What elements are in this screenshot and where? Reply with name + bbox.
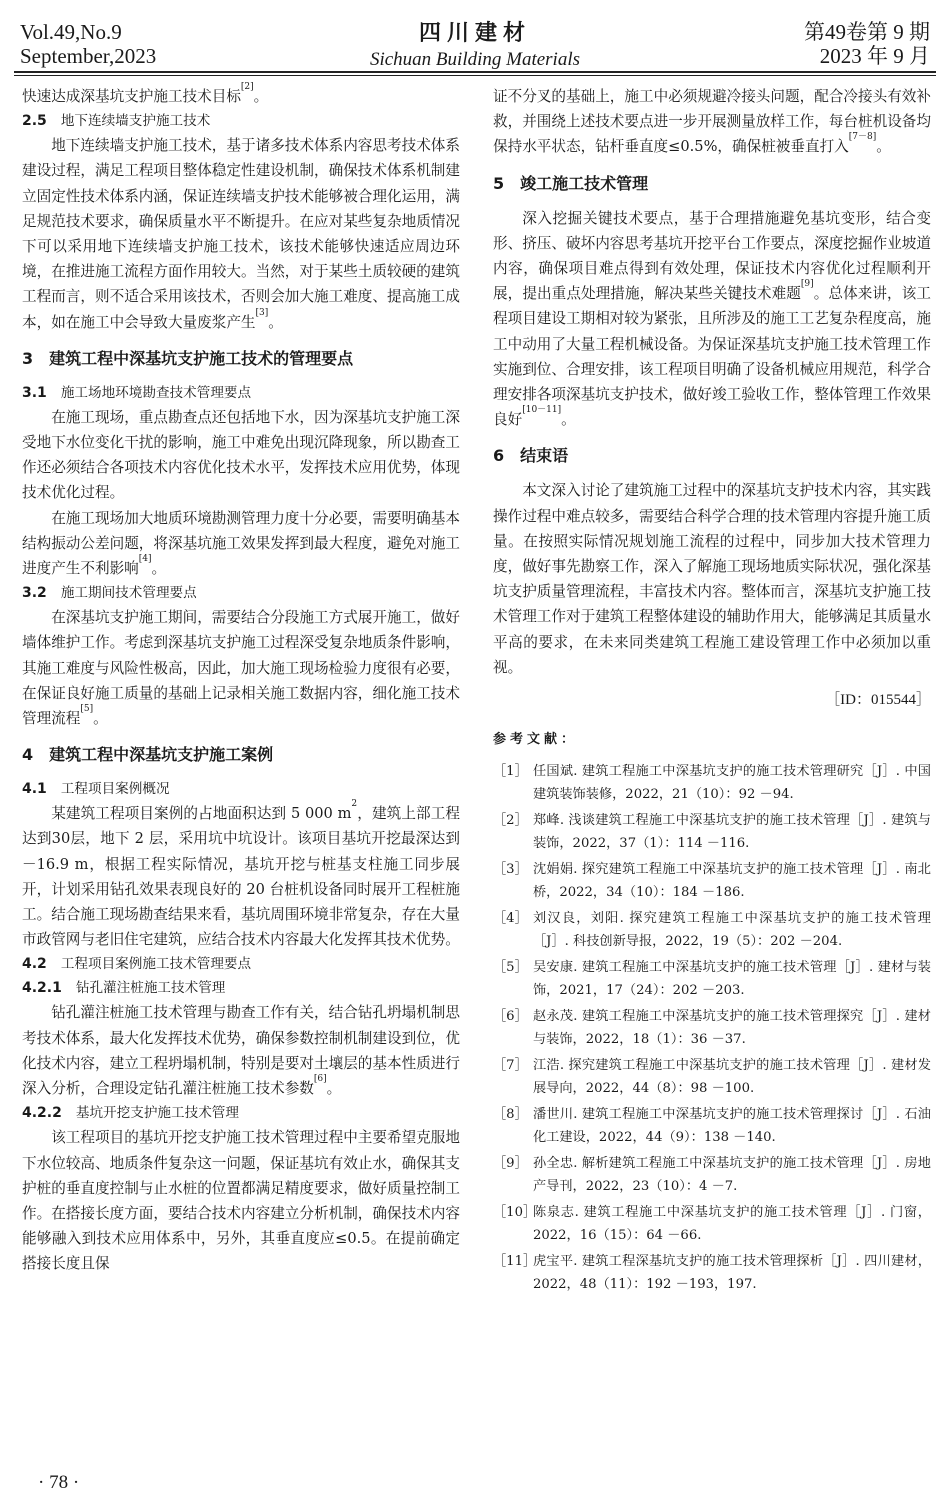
reference-number: ［2］ bbox=[493, 813, 528, 829]
section-3-1-heading: 3.1 施工场地环境勘查技术管理要点 bbox=[22, 384, 252, 401]
header-rule-thin bbox=[14, 75, 936, 76]
volume-info: Vol.49,No.9 bbox=[20, 20, 122, 44]
section-4-heading: 4 建筑工程中深基坑支护施工案例 bbox=[22, 745, 274, 765]
header-right bbox=[804, 20, 930, 68]
issue-date-en: September,2023 bbox=[20, 44, 157, 68]
reference-number: ［7］ bbox=[493, 1058, 528, 1074]
reference-item bbox=[493, 809, 931, 855]
section-2-5-heading: 2.5 地下连续墙支护施工技术 bbox=[22, 113, 211, 130]
paragraph: 该工程项目的基坑开挖支护施工技术管理过程中主要希望克服地下水位较高、地质条件复杂这一问题，保证基坑有效止水，确保其支护桩的垂直度控制与止水桩的位置都满足精度要求，做好质量控制工作。在搭接长度方面，要结合技术内容建立分析机制，确保技术内容能够融入到技术应用体系中，另外，其垂直度应≤0.5。在提前确定搭接长度且保 bbox=[22, 1129, 460, 1273]
reference-text: 任国斌. 建筑工程施工中深基坑支护的施工技术管理研究［J］. 中国建筑装饰装修，2022，21（10）：92 －94. bbox=[533, 764, 931, 803]
section-6-heading: 6 结束语 bbox=[493, 446, 569, 466]
paragraph: 在施工现场，重点勘查点还包括地下水，因为深基坑支护施工深受地下水位变化干扰的影响，施工中难免出现沉降现象，所以勘查工作还必须结合各项技术内容优化技术水平，发挥技术应用优势，体现技术优化过程。 bbox=[22, 408, 460, 502]
reference-item bbox=[493, 956, 931, 1002]
reference-number: ［9］ bbox=[493, 1156, 528, 1172]
reference-number: ［5］ bbox=[493, 960, 528, 976]
paragraph: 本文深入讨论了建筑施工过程中的深基坑支护技术内容，其实践操作过程中难点较多，需要结合科学合理的技术管理内容提升施工质量。在按照实际情况规划施工流程的过程中，同步加大技术管理力度，做好事先勘察工作，深入了解施工现场地质实际状况，强化深基坑支护质量管理流程，丰富技术内容。整体而言，深基坑支护施工技术管理工作对于建筑工程整体建设的辅助作用大，能够满足其质量水平高的要求，在未来同类建筑工程施工建设管理工作中必须加以重视。 bbox=[493, 482, 931, 676]
references-list bbox=[493, 760, 931, 1296]
citation[interactable]: [3] bbox=[255, 307, 269, 318]
reference-number: ［1］ bbox=[493, 764, 528, 780]
reference-item bbox=[493, 1103, 931, 1149]
paragraph: 某建筑工程项目案例的占地面积达到 5 000 $m^2$，建筑上部工程达到30层，地下 2 层，采用坑中坑设计。该项目基坑开挖最深达到 －16.9 m，根据工程实际情况，基坑开挖与桩基支柱施工同步展开，计划采用钻孔效果表现良好的 20 台桩机设备同时展开工程桩施工。结合施工现场勘查结果来看，基坑周围环境非常复杂，存在大量市政管网与老旧住宅建筑，应结合技术内容最大化发挥其技术优势。 bbox=[22, 799, 460, 949]
page-header bbox=[14, 6, 936, 68]
reference-text: 沈娟娟. 探究建筑工程施工中深基坑支护的施工技术管理［J］. 南北桥，2022，34（10）：184 －186. bbox=[533, 862, 931, 901]
journal-name-en: Sichuan Building Materials bbox=[369, 49, 581, 70]
reference-text: 郑峰. 浅谈建筑工程施工中深基坑支护的施工技术管理［J］. 建筑与装饰，2022，37（1）：114 －116. bbox=[533, 813, 931, 852]
section-3-2-heading: 3.2 施工期间技术管理要点 bbox=[22, 585, 197, 602]
section-4-2-2-heading: 4.2.2 基坑开挖支护施工技术管理 bbox=[22, 1105, 239, 1122]
paragraph: 证不分叉的基础上，施工中必须规避冷接头问题，配合冷接头有效补救，并围绕上述技术要点进一步开展测量放样工作，每台桩机设备均保持水平状态，钻杆垂直度≤0.5%，确保桩被垂直打入[7－8]。 bbox=[493, 88, 931, 156]
section-4-2-1-heading: 4.2.1 钻孔灌注桩施工技术管理 bbox=[22, 980, 226, 997]
citation[interactable]: [10－11] bbox=[522, 405, 562, 416]
volume-info-cn: 第49卷第 9 期 bbox=[804, 20, 930, 44]
reference-item bbox=[493, 907, 931, 953]
paragraph: 地下连续墙支护施工技术，基于诸多技术体系内容思考技术体系建设过程，满足工程项目整体稳定性建设机制，确保技术体系机制建立固定性技术体系内涵，保证连续墙支护技术能够被合理化运用，满足规范技术要求，确保质量水平不断提升。在应对某些复杂地质情况下可以采用地下连续墙支护施工技术，该技术能够快速适应周边环境，在推进施工流程方面作用较大。当然，对于某些土质较硬的建筑工程而言，则不适合采用该技术，否则会加大施工难度、提高施工成本，如在施工中会导致大量废浆产生[3]。 bbox=[22, 137, 460, 331]
header-rule bbox=[14, 71, 936, 73]
section-4-2-heading: 4.2 工程项目案例施工技术管理要点 bbox=[22, 956, 252, 973]
citation[interactable]: [6] bbox=[313, 1074, 327, 1085]
page-number: · 78 · bbox=[38, 1472, 80, 1493]
paragraph: 在施工现场加大地质环境勘测管理力度十分必要，需要明确基本结构振动公差问题，将深基坑施工效果发挥到最大程度，避免对施工进度产生不利影响[4]。 bbox=[22, 509, 460, 578]
citation[interactable]: [4] bbox=[138, 554, 152, 565]
reference-item bbox=[493, 1152, 931, 1198]
reference-item bbox=[493, 1250, 931, 1296]
reference-number: ［10］ bbox=[493, 1205, 537, 1221]
reference-number: ［3］ bbox=[493, 862, 528, 878]
issue-date-cn: 2023 年 9 月 bbox=[819, 44, 930, 68]
section-3-heading: 3 建筑工程中深基坑支护施工技术的管理要点 bbox=[22, 348, 354, 368]
section-4-1-heading: 4.1 工程项目案例概况 bbox=[22, 781, 170, 798]
paragraph: 钻孔灌注桩施工技术管理与勘查工作有关，结合钻孔坍塌机制思考技术体系，最大化发挥技术优势，确保参数控制机制建设到位，优化技术内容，建立工程坍塌机制，特别是要对土壤层的基本性质进行深入分析，合理设定钻孔灌注桩施工技术参数[6]。 bbox=[22, 1004, 460, 1098]
left-column bbox=[22, 84, 460, 1277]
reference-text: 虎宝平. 建筑工程深基坑支护的施工技术管理探析［J］. 四川建材，2022，48（11）：192 －193，197. bbox=[533, 1254, 931, 1293]
reference-item bbox=[493, 1054, 931, 1100]
reference-text: 吴安康. 建筑工程施工中深基坑支护的施工技术管理［J］. 建材与装饰，2021，17（24）：202 －203. bbox=[533, 960, 931, 999]
paragraph: 深入挖掘关键技术要点，基于合理措施避免基坑变形，结合变形、挤压、破坏内容思考基坑开挖平台工作要点，深度挖掘作业坡道内容，确保项目难点得到有效处理，保证技术内容优化过程顺利开展，提出重点处理措施，解决某些关键技术难题[9]。总体来讲，该工程项目建设工期相对较为紧张，且所涉及的施工工艺复杂程度高，施工中动用了大量工程机械设备。为保证深基坑支护施工技术管理工作实施到位、合理安排，该工程项目明确了设备机械应用规范，科学合理安排各项深基坑支护技术，做好竣工验收工作，整体管理工作效果良好[10－11]。 bbox=[493, 209, 931, 429]
reference-number: ［11］ bbox=[493, 1254, 537, 1270]
right-column bbox=[493, 84, 931, 1299]
reference-number: ［4］ bbox=[493, 911, 528, 927]
reference-text: 赵永茂. 建筑工程施工中深基坑支护的施工技术管理探究［J］. 建材与装饰，2022，18（1）：36 －37. bbox=[533, 1009, 931, 1048]
journal-masthead bbox=[14, 16, 936, 71]
citation[interactable]: [9] bbox=[800, 279, 814, 290]
reference-text: 潘世川. 建筑工程施工中深基坑支护的施工技术管理探讨［J］. 石油化工建设，2022，44（9）：138 －140. bbox=[533, 1107, 931, 1146]
reference-number: ［8］ bbox=[493, 1107, 528, 1123]
reference-text: 江浩. 探究建筑工程施工中深基坑支护的施工技术管理［J］. 建材发展导向，2022，44（8）：98 －100. bbox=[533, 1058, 931, 1097]
article-id: ［ID：015544］ bbox=[825, 692, 931, 709]
citation[interactable]: [2] bbox=[240, 82, 254, 92]
reference-number: ［6］ bbox=[493, 1009, 528, 1025]
reference-item bbox=[493, 1005, 931, 1051]
paragraph: 在深基坑支护施工期间，需要结合分段施工方式展开施工，做好墙体维护工作。考虑到深基坑支护施工过程深受复杂地质条件影响，其施工难度与风险性极高，因此，加大施工现场检验力度很有必要，在保证良好施工质量的基础上记录相关施工数据内容，细化施工技术管理流程[5]。 bbox=[22, 609, 460, 728]
reference-text: 陈泉志. 建筑工程施工中深基坑支护的施工技术管理［J］. 门窗，2022，16（15）：64 －66. bbox=[533, 1205, 931, 1244]
citation[interactable]: [7－8] bbox=[848, 132, 877, 143]
references-heading: 参考文献： bbox=[493, 732, 579, 748]
reference-item bbox=[493, 1201, 931, 1247]
citation[interactable]: [5] bbox=[80, 704, 94, 715]
section-5-heading: 5 竣工施工技术管理 bbox=[493, 173, 649, 193]
reference-item bbox=[493, 858, 931, 904]
journal-logo: 四川建材 bbox=[418, 20, 531, 46]
reference-text: 孙全忠. 解析建筑工程施工中深基坑支护的施工技术管理［J］. 房地产导刊，2022，23（10）：4 －7. bbox=[533, 1156, 931, 1195]
paragraph: 快速达成深基坑支护施工技术目标[2]。 bbox=[22, 82, 269, 105]
reference-item bbox=[493, 760, 931, 806]
reference-text: 刘汉良，刘阳. 探究建筑工程施工中深基坑支护的施工技术管理［J］. 科技创新导报，2022，19（5）：202 －204. bbox=[533, 911, 931, 950]
